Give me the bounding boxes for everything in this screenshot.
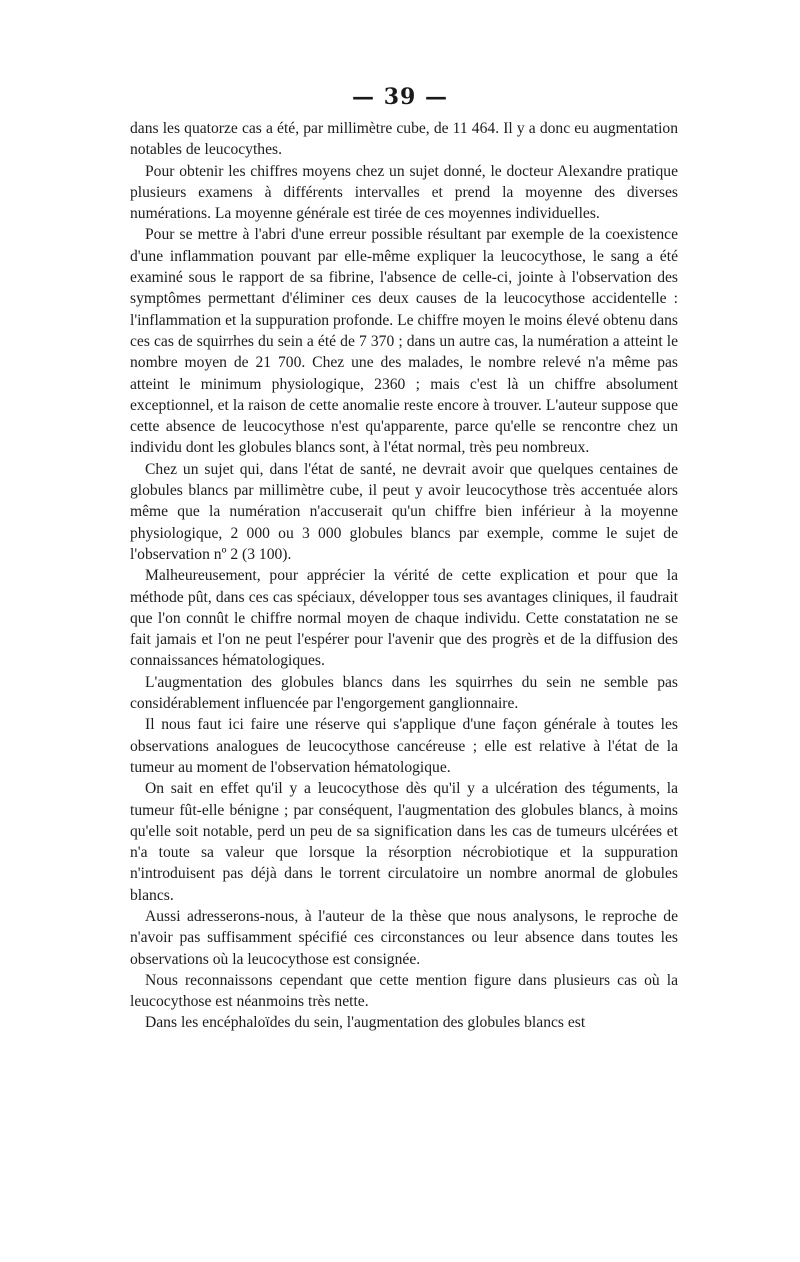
paragraph: Nous reconnaissons cependant que cette mention figure dans plusieurs cas où la leucocythose est néanmoins très nette. xyxy=(130,971,678,1011)
paragraph-continuation: dans les quatorze cas a été, par millimètre cube, de 11 464. Il y a donc eu augmentation notables de leucocythes. xyxy=(130,120,678,159)
paragraph: On sait en effet qu'il y a leucocythose dès qu'il y a ulcération des téguments, la tumeur fût-elle bénigne ; par conséquent, l'augmentation des globules blancs, à moins qu'elle soit notable, perd un peu de sa signification dans les cas de tumeurs ulcérées et n'a toute sa valeur que lorsque la résorption nécrobiotique et la suppuration n'introduisent pas déjà dans le torrent circulatoire un nombre anormal de globules blancs. xyxy=(130,780,678,904)
paragraph-trailing: Dans les encéphaloïdes du sein, l'augmentation des globules blancs est xyxy=(145,1014,586,1032)
paragraph: Aussi adresserons-nous, à l'auteur de la thèse que nous analysons, le reproche de n'avoir pas suffisamment spécifié ces circonstances ou leur absence dans toutes les observations où la leucocythose est consignée. xyxy=(130,907,678,968)
paragraph: L'augmentation des globules blancs dans les squirrhes du sein ne semble pas considérablement influencée par l'engorgement ganglionnaire. xyxy=(130,673,678,713)
paragraph: Pour obtenir les chiffres moyens chez un sujet donné, le docteur Alexandre pratique plusieurs examens à différents intervalles et prend la moyenne des diverses numérations. La moyenne générale est tirée de ces moyennes individuelles. xyxy=(130,162,678,223)
paragraph: Malheureusement, pour apprécier la vérité de cette explication et pour que la méthode pût, dans ces cas spéciaux, développer tous ses avantages cliniques, il faudrait que l'on connût le chiffre normal moyen de chaque individu. Cette constatation ne se fait jamais et l'on ne peut l'espérer pour l'avenir que des progrès et de la diffusion des connaissances hématologiques. xyxy=(130,567,678,670)
paragraph: Chez un sujet qui, dans l'état de santé, ne devrait avoir que quelques centaines de globules blancs par millimètre cube, il peut y avoir leucocythose très accentuée alors même que la numération n'accuserait qu'un chiffre bien inférieur à la moyenne physiologique, 2 000 ou 3 000 globules blancs par exemple, comme le sujet de l'observation nº 2 (3 100). xyxy=(130,460,678,563)
paragraph: Pour se mettre à l'abri d'une erreur possible résultant par exemple de la coexistence d'une inflammation pouvant par elle-même expliquer la leucocythose, le sang a été examiné sous le rapport de sa fibrine, l'absence de celle-ci, jointe à l'observation des symptômes permettant d'éliminer ces deux causes de la leucocythose accidentelle : l'inflammation et la suppuration profonde. Le chiffre moyen le moins élevé obtenu dans ces cas de squirrhes du sein a été de 7 370 ; dans un autre cas, la numération a atteint le nombre moyen de 21 700. Chez une des malades, le nombre relevé n'a même pas atteint le minimum physiologique, 2360 ; mais c'est là un chiffre absolument exceptionnel, et la raison de cette anomalie reste encore à trouver. L'auteur suppose que cette absence de leucocythose n'est qu'apparente, parce qu'elle se rencontre chez un individu dont les globules blancs sont, à l'état normal, très peu nombreux. xyxy=(130,226,678,457)
body-text xyxy=(130,118,678,1034)
page-number: — 39 — xyxy=(352,84,448,110)
paragraph: Il nous faut ici faire une réserve qui s'applique d'une façon générale à toutes les observations analogues de leucocythose cancéreuse ; elle est relative à l'état de la tumeur au moment de l'observation hématologique. xyxy=(130,716,678,776)
